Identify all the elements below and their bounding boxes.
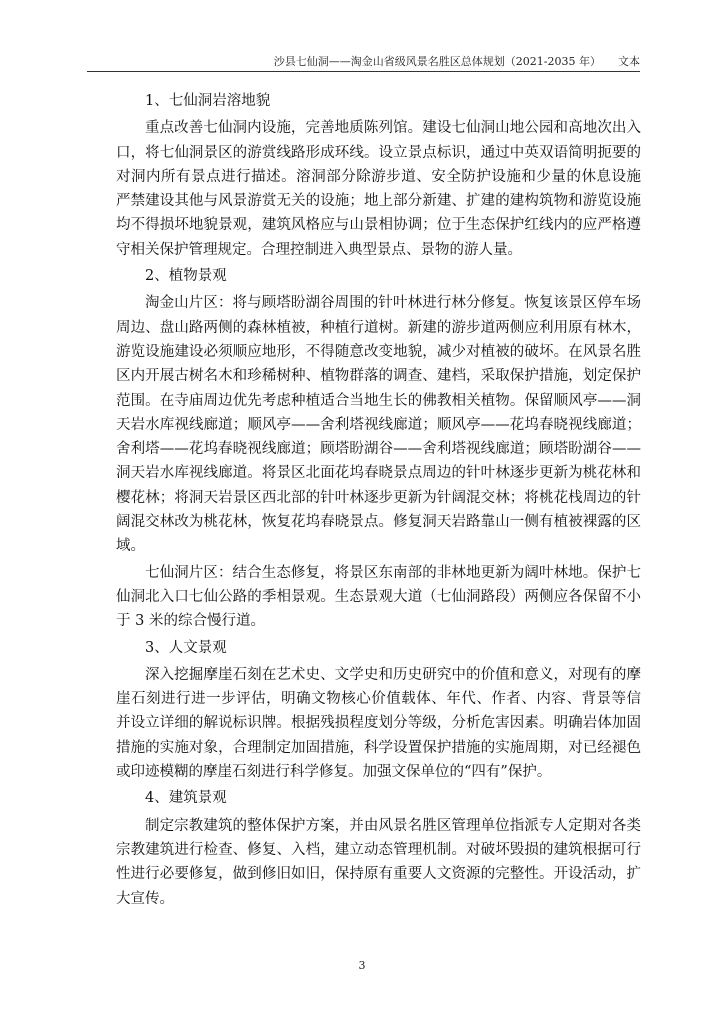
- paragraph: [116, 663, 641, 784]
- paragraph-line: 淘金山片区：将与顾塔盼湖谷周围的针叶林进行林分修复。恢复该景区停车场: [145, 295, 641, 312]
- paragraph-line: 仙洞北入口七仙公路的季相景观。生态景观大道（七仙洞路段）两侧应各保留不小: [116, 588, 641, 605]
- paragraph-line: 区内开展古树名木和珍稀树种、植物群落的调查、建档，采取保护措施，划定保护: [116, 368, 641, 385]
- paragraph-line: 崖石刻进行进一步评估，明确文物核心价值载体、年代、作者、内容、背景等信: [116, 691, 641, 708]
- header-title: 沙县七仙洞——淘金山省级风景名胜区总体规划（2021-2035 年）: [273, 55, 601, 68]
- paragraph-line: 深入挖掘摩崖石刻在艺术史、文学史和历史研究中的价值和意义，对现有的摩: [145, 666, 641, 683]
- paragraph-line: 周边、盘山路两侧的森林植被，种植行道树。新建的游步道两侧应利用原有林木，: [116, 319, 641, 336]
- paragraph: [116, 814, 641, 911]
- paragraph-line: 于 3 米的综合慢行道。: [116, 613, 265, 630]
- section-heading: 1、七仙洞岩溶地貌: [145, 93, 271, 109]
- paragraph-line: 域。: [116, 538, 145, 555]
- paragraph-line: 均不得损坏地貌景观，建筑风格应与山景相协调；位于生态保护红线内的应严格遵: [116, 217, 641, 234]
- paragraph-line: 重点改善七仙洞内设施，完善地质陈列馆。建设七仙洞山地公园和高地次出入: [145, 120, 641, 137]
- paragraph-line: 性进行必要修复，做到修旧如旧，保持原有重要人文资源的完整性。开设活动，扩: [116, 866, 641, 883]
- paragraph-line: 宗教建筑进行检查、修复、入档，建立动态管理机制。对破坏毁损的建筑根据可行: [116, 841, 641, 858]
- paragraph-line: 樱花林；将洞天岩景区西北部的针叶林逐步更新为针阔混交林；将桃花栈周边的针: [116, 489, 641, 506]
- paragraph-line: 措施的实施对象，合理制定加固措施，科学设置保护措施的实施周期，对已经褪色: [116, 739, 641, 756]
- paragraph-line: 大宣传。: [116, 890, 174, 907]
- paragraph-line: 舍利塔——花坞春晓视线廊道；顾塔盼湖谷——舍利塔视线廊道；顾塔盼湖谷——: [116, 441, 641, 458]
- section-heading: 3、人文景观: [145, 639, 227, 656]
- section-heading: 4、建筑景观: [145, 790, 227, 807]
- paragraph: [116, 291, 641, 558]
- section-heading: 2、植物景观: [145, 268, 227, 285]
- paragraph-line: 守相关保护管理规定。合理控制进入典型景点、景物的游人量。: [116, 241, 522, 258]
- paragraph-line: 制定宗教建筑的整体保护方案，并由风景名胜区管理单位指派专人定期对各类: [145, 817, 641, 834]
- paragraph-line: 洞天岩水库视线廊道。将景区北面花坞春晓景点周边的针叶林逐步更新为桃花林和: [116, 465, 641, 482]
- paragraph-line: 口，将七仙洞景区的游赏线路形成环线。设立景点标识，通过中英双语简明扼要的: [116, 144, 641, 161]
- paragraph-line: 七仙洞片区：结合生态修复，将景区东南部的非林地更新为阔叶林地。保护七: [145, 564, 641, 581]
- paragraph-line: 游览设施建设必须顺应地形，不得随意改变地貌，减少对植被的破坏。在风景名胜: [116, 343, 641, 360]
- paragraph-line: 严禁建设其他与风景游赏无关的设施；地上部分新建、扩建的建构筑物和游览设施: [116, 193, 641, 210]
- header-rule: [87, 71, 640, 72]
- running-header: [274, 55, 640, 69]
- paragraph-line: 对洞内所有景点进行描述。溶洞部分除游步道、安全防护设施和少量的休息设施: [116, 168, 641, 185]
- paragraph-line: 或印迹模糊的摩崖石刻进行科学修复。加强文保单位的“四有”保护。: [116, 764, 552, 781]
- page-number: 3: [358, 959, 366, 972]
- paragraph: [116, 561, 641, 634]
- paragraph-line: 阔混交林改为桃花林，恢复花坞春晓景点。修复洞天岩路靠山一侧有植被裸露的区: [116, 514, 641, 531]
- document-body: [116, 89, 641, 913]
- header-label: 文本: [618, 55, 640, 68]
- paragraph: [116, 116, 641, 262]
- paragraph-line: 天岩水库视线廊道；顺风亭——舍利塔视线廊道；顺风亭——花坞春晓视线廊道；: [116, 416, 641, 433]
- paragraph-line: 范围。在寺庙周边优先考虑种植适合当地生长的佛教相关植物。保留顺风亭——洞: [116, 392, 641, 409]
- paragraph-line: 并设立详细的解说标识牌。根据残损程度划分等级，分析危害因素。明确岩体加固: [116, 715, 641, 732]
